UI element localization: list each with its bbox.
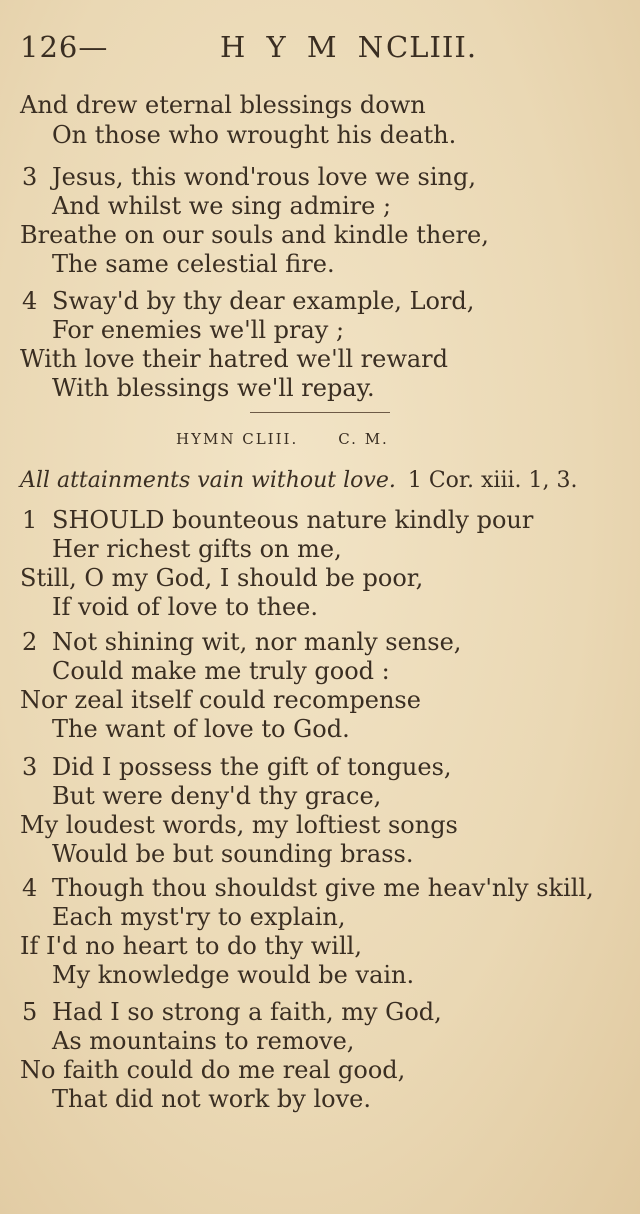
verse-line: Would be but sounding brass. bbox=[52, 840, 414, 868]
running-hymn-number: CLIII. bbox=[386, 30, 478, 64]
verse-line: But were deny'd thy grace, bbox=[52, 782, 382, 810]
verse-line: That did not work by love. bbox=[52, 1085, 371, 1113]
page-number: 126— bbox=[20, 30, 109, 64]
verse-line: Sway'd by thy dear example, Lord, bbox=[52, 287, 475, 315]
verse-number: 4 bbox=[22, 874, 38, 902]
verse-line: Still, O my God, I should be poor, bbox=[20, 564, 424, 592]
verse-number: 5 bbox=[22, 998, 38, 1026]
scripture-reference: 1 Cor. xiii. 1, 3. bbox=[407, 468, 578, 493]
verse-number: 2 bbox=[22, 628, 38, 656]
verse-line: My loudest words, my loftiest songs bbox=[20, 811, 458, 839]
verse-line: With love their hatred we'll reward bbox=[20, 345, 449, 373]
verse-line: Each myst'ry to explain, bbox=[52, 903, 346, 931]
verse-line: Though thou shouldst give me heav'nly skill, bbox=[52, 874, 594, 902]
verse-line: Nor zeal itself could recompense bbox=[20, 686, 421, 714]
verse-line: Could make me truly good : bbox=[52, 657, 390, 685]
verse-line: The same celestial fire. bbox=[52, 250, 335, 278]
verse-line: The want of love to God. bbox=[52, 715, 350, 743]
verse-line: With blessings we'll repay. bbox=[52, 374, 375, 402]
verse-line: Jesus, this wond'rous love we sing, bbox=[52, 163, 476, 191]
verse-line: And drew eternal blessings down bbox=[20, 91, 426, 119]
verse-number: 4 bbox=[22, 287, 38, 315]
verse-line: SHOULD bounteous nature kindly pour bbox=[52, 506, 534, 534]
verse-line: Breathe on our souls and kindle there, bbox=[20, 221, 489, 249]
verse-line: As mountains to remove, bbox=[52, 1027, 355, 1055]
hymn-theme: All attainments vain without love. bbox=[20, 468, 396, 493]
verse-line: If void of love to thee. bbox=[52, 593, 319, 621]
verse-line: My knowledge would be vain. bbox=[52, 961, 415, 989]
verse-line: On those who wrought his death. bbox=[52, 121, 457, 149]
verse-line: If I'd no heart to do thy will, bbox=[20, 932, 362, 960]
verse-line: And whilst we sing admire ; bbox=[52, 192, 392, 220]
hymn-heading bbox=[176, 430, 389, 448]
running-title: H Y M N bbox=[220, 30, 390, 64]
verse-line: For enemies we'll pray ; bbox=[52, 316, 345, 344]
verse-line: No faith could do me real good, bbox=[20, 1056, 406, 1084]
section-divider bbox=[250, 412, 390, 413]
verse-line: Her richest gifts on me, bbox=[52, 535, 342, 563]
hymn-title: HYMN CLIII. bbox=[176, 430, 299, 448]
verse-number: 3 bbox=[22, 163, 38, 191]
page-header bbox=[20, 30, 580, 70]
verse-number: 1 bbox=[22, 506, 38, 534]
verse-number: 3 bbox=[22, 753, 38, 781]
hymn-theme-line bbox=[20, 466, 577, 496]
verse-line: Had I so strong a faith, my God, bbox=[52, 998, 442, 1026]
verse-line: Did I possess the gift of tongues, bbox=[52, 753, 452, 781]
hymn-meter: C. M. bbox=[338, 430, 389, 448]
verse-line: Not shining wit, nor manly sense, bbox=[52, 628, 462, 656]
